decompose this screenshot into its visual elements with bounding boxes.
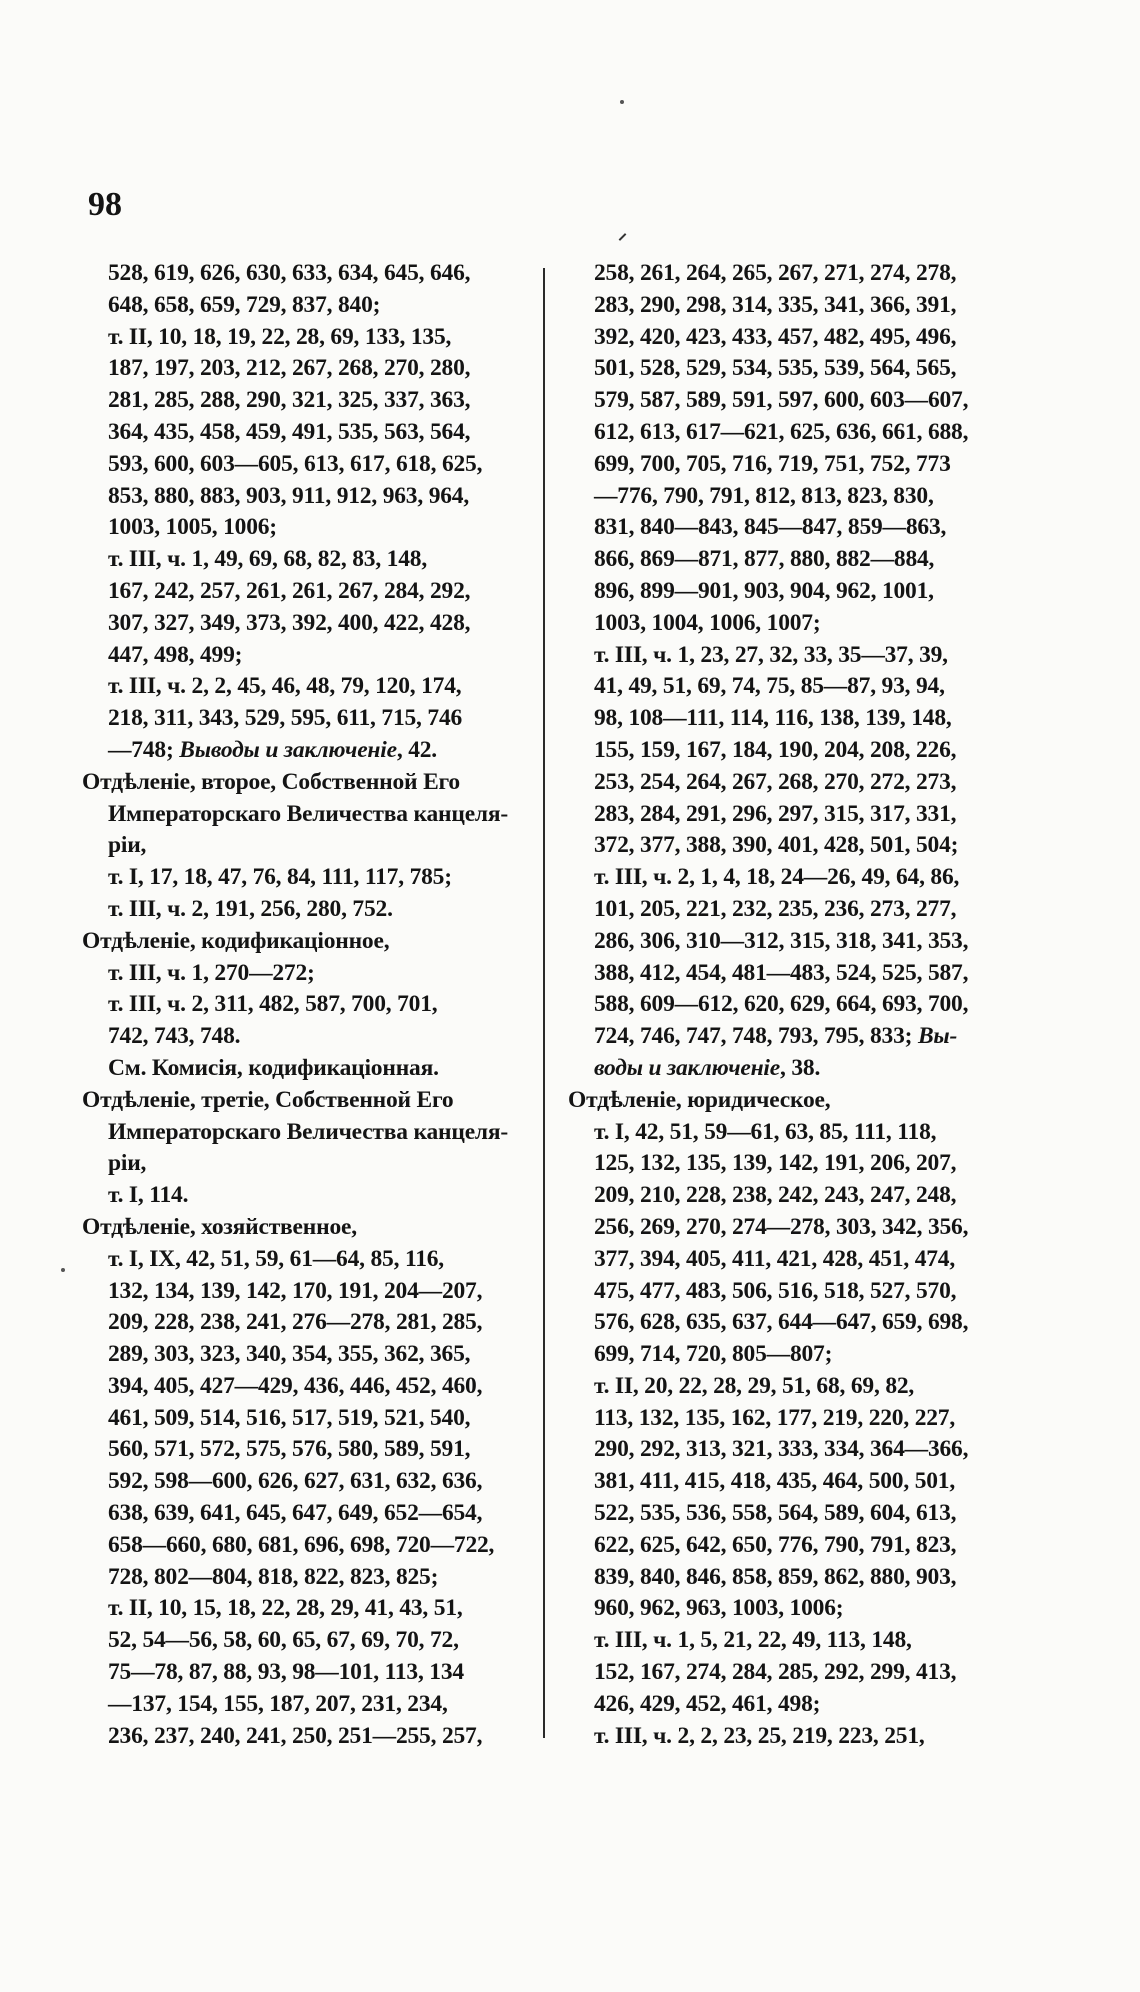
index-line (568, 989, 1013, 1021)
index-line (82, 1307, 527, 1339)
index-line-text: 283, 290, 298, 314, 335, 341, 366, 391, (594, 291, 957, 318)
index-line (82, 544, 527, 576)
index-line-text: 113, 132, 135, 162, 177, 219, 220, 227, (594, 1404, 956, 1431)
index-line (82, 703, 527, 735)
index-line (82, 894, 527, 926)
index-line-text: т. I, 42, 51, 59—61, 63, 85, 111, 118, (594, 1118, 937, 1145)
index-line-text: 1003, 1005, 1006; (108, 514, 277, 541)
index-line-text: 253, 254, 264, 267, 268, 270, 272, 273, (594, 768, 957, 795)
index-line (568, 1276, 1013, 1308)
index-line (568, 958, 1013, 990)
index-line (82, 1276, 527, 1308)
index-line (568, 1530, 1013, 1562)
index-line (568, 449, 1013, 481)
index-line (568, 608, 1013, 640)
index-line (568, 481, 1013, 513)
index-line-text: 728, 802—804, 818, 822, 823, 825; (108, 1563, 439, 1590)
index-line (568, 1593, 1013, 1625)
index-line (568, 1021, 1013, 1053)
index-line-text: 593, 600, 603—605, 613, 617, 618, 625, (108, 450, 483, 477)
index-line-text: т. I, 17, 18, 47, 76, 84, 111, 117, 785; (108, 864, 452, 891)
index-entry-heading (82, 926, 527, 958)
index-line-text: 588, 609—612, 620, 629, 664, 693, 700, (594, 991, 969, 1018)
index-line-text: 724, 746, 747, 748, 793, 795, 833; (594, 1023, 918, 1050)
index-line (82, 1021, 527, 1053)
index-line (82, 958, 527, 990)
index-line-text: Отдѣленiе, третiе, Собственной Его (82, 1086, 454, 1113)
index-line (82, 1117, 527, 1149)
index-line-italic: Выводы и заключенiе (179, 736, 397, 763)
index-line (568, 671, 1013, 703)
index-line-text: т. III, ч. 2, 2, 45, 46, 48, 79, 120, 174, (108, 673, 462, 700)
index-line (82, 1562, 527, 1594)
index-line (82, 1689, 527, 1721)
index-line-text: 1003, 1004, 1006, 1007; (594, 609, 821, 636)
index-line (82, 1371, 527, 1403)
index-line (82, 449, 527, 481)
index-line-text: 41, 49, 51, 69, 74, 75, 85—87, 93, 94, (594, 673, 945, 700)
index-line-text: 209, 210, 228, 238, 242, 243, 247, 248, (594, 1182, 957, 1209)
index-line (82, 1434, 527, 1466)
index-line-text: т. III, ч. 2, 1, 4, 18, 24—26, 49, 64, 86, (594, 864, 960, 891)
index-line-text: 218, 311, 343, 529, 595, 611, 715, 746 (108, 705, 463, 732)
index-line (82, 385, 527, 417)
index-line-text: т. III, ч. 2, 191, 256, 280, 752. (108, 895, 393, 922)
index-line-text: 648, 658, 659, 729, 837, 840; (108, 291, 381, 318)
index-line-text: 592, 598—600, 626, 627, 631, 632, 636, (108, 1468, 483, 1495)
index-line (568, 417, 1013, 449)
index-line-text: т. III, ч. 2, 2, 23, 25, 219, 223, 251, (594, 1722, 925, 1749)
index-line-text: —137, 154, 155, 187, 207, 231, 234, (108, 1690, 448, 1717)
index-line-text: 528, 619, 626, 630, 633, 634, 645, 646, (108, 260, 471, 286)
index-line-text: 289, 303, 323, 340, 354, 355, 362, 365, (108, 1341, 471, 1368)
index-line-text: 699, 700, 705, 716, 719, 751, 752, 773 (594, 450, 951, 477)
index-line (568, 1466, 1013, 1498)
index-line (82, 290, 527, 322)
index-line-text: т. III, ч. 1, 5, 21, 22, 49, 113, 148, (594, 1627, 912, 1654)
index-line-text: 896, 899—901, 903, 904, 962, 1001, (594, 577, 934, 604)
index-line-text: рiи, (108, 832, 147, 859)
index-line (82, 1593, 527, 1625)
index-line (82, 1530, 527, 1562)
index-line (82, 1053, 527, 1085)
index-line-text: 209, 228, 238, 241, 276—278, 281, 285, (108, 1309, 483, 1336)
index-line-text: —776, 790, 791, 812, 813, 823, 830, (594, 482, 934, 509)
index-line (82, 322, 527, 354)
index-line-text: т. III, ч. 2, 311, 482, 587, 700, 701, (108, 991, 438, 1018)
index-line-text: 132, 134, 139, 142, 170, 191, 204—207, (108, 1277, 483, 1304)
index-line (568, 926, 1013, 958)
index-line-text: Императорскаго Величества канцеля- (108, 800, 509, 827)
index-line (82, 1498, 527, 1530)
index-line-text: 960, 962, 963, 1003, 1006; (594, 1595, 844, 1622)
index-line-italic: воды и заключенiе (594, 1054, 780, 1081)
index-line (568, 576, 1013, 608)
index-line (568, 1212, 1013, 1244)
index-line-text: Императорскаго Величества канцеля- (108, 1118, 509, 1145)
index-line-text: т. III, ч. 1, 270—272; (108, 959, 315, 986)
print-speck (61, 1268, 65, 1272)
index-line (568, 862, 1013, 894)
index-line-text: Отдѣленiе, юридическое, (568, 1086, 831, 1113)
index-line-text: —748; (108, 736, 180, 763)
print-mark (619, 233, 627, 241)
index-line-text: 101, 205, 221, 232, 235, 236, 273, 277, (594, 895, 957, 922)
index-line-text: 283, 284, 291, 296, 297, 315, 317, 331, (594, 800, 957, 827)
index-line (82, 512, 527, 544)
index-line (568, 1403, 1013, 1435)
index-line-text: См. Комисiя, кодификацiонная. (108, 1054, 439, 1081)
index-line-text: 187, 197, 203, 212, 267, 268, 270, 280, (108, 355, 471, 382)
index-line (82, 1466, 527, 1498)
index-line-text: 560, 571, 572, 575, 576, 580, 589, 591, (108, 1436, 471, 1463)
index-line-text: 258, 261, 264, 265, 267, 271, 274, 278, (594, 260, 957, 286)
index-line-text: т. II, 10, 18, 19, 22, 28, 69, 133, 135, (108, 323, 452, 350)
index-line (568, 767, 1013, 799)
index-line-text: 98, 108—111, 114, 116, 138, 139, 148, (594, 705, 952, 732)
index-line-text: Отдѣленiе, хозяйственное, (82, 1213, 357, 1240)
index-line-text: 576, 628, 635, 637, 644—647, 659, 698, (594, 1309, 969, 1336)
index-line-text: т. II, 20, 22, 28, 29, 51, 68, 69, 82, (594, 1372, 915, 1399)
index-column-left (82, 258, 527, 1752)
index-line (82, 576, 527, 608)
index-line-text: 152, 167, 274, 284, 285, 292, 299, 413, (594, 1659, 957, 1686)
index-line-text: 579, 587, 589, 591, 597, 600, 603—607, (594, 387, 969, 414)
index-line (82, 862, 527, 894)
index-line-text: 392, 420, 423, 433, 457, 482, 495, 496, (594, 323, 957, 350)
index-line-text: 256, 269, 270, 274—278, 303, 342, 356, (594, 1213, 969, 1240)
index-line-text: 658—660, 680, 681, 696, 698, 720—722, (108, 1531, 495, 1558)
index-line-text: 853, 880, 883, 903, 911, 912, 963, 964, (108, 482, 470, 509)
index-line (568, 512, 1013, 544)
index-line-text: 699, 714, 720, 805—807; (594, 1341, 833, 1368)
index-line-text: т. III, ч. 1, 23, 27, 32, 33, 35—37, 39, (594, 641, 948, 668)
index-entry-heading (82, 767, 527, 799)
index-column-right (568, 258, 1013, 1752)
index-line-text: 831, 840—843, 845—847, 859—863, (594, 514, 947, 541)
index-line-text: 377, 394, 405, 411, 421, 428, 451, 474, (594, 1245, 956, 1272)
index-line-text: 364, 435, 458, 459, 491, 535, 563, 564, (108, 418, 471, 445)
index-line-tail: , 38. (780, 1054, 821, 1081)
index-line-text: Отдѣленiе, кодификацiонное, (82, 927, 390, 954)
index-line (568, 1434, 1013, 1466)
index-line (568, 258, 1013, 290)
index-line (82, 417, 527, 449)
index-line-text: рiи, (108, 1150, 147, 1177)
index-line (568, 1625, 1013, 1657)
index-line (568, 1689, 1013, 1721)
index-line (82, 1148, 527, 1180)
index-line (82, 353, 527, 385)
index-line (568, 735, 1013, 767)
index-line-text: 839, 840, 846, 858, 859, 862, 880, 903, (594, 1563, 957, 1590)
index-line (568, 1180, 1013, 1212)
index-line-text: 52, 54—56, 58, 60, 65, 67, 69, 70, 72, (108, 1627, 459, 1654)
index-line-text: 426, 429, 452, 461, 498; (594, 1690, 821, 1717)
index-line-text: 612, 613, 617—621, 625, 636, 661, 688, (594, 418, 969, 445)
index-line (82, 989, 527, 1021)
index-line-italic: Вы- (917, 1023, 958, 1050)
index-line-text: 638, 639, 641, 645, 647, 649, 652—654, (108, 1500, 483, 1527)
index-line-text: 307, 327, 349, 373, 392, 400, 422, 428, (108, 609, 471, 636)
index-line (82, 481, 527, 513)
index-line (568, 1339, 1013, 1371)
index-line (568, 894, 1013, 926)
page-number: 98 (88, 186, 122, 223)
index-line (568, 322, 1013, 354)
index-line-text: 125, 132, 135, 139, 142, 191, 206, 207, (594, 1150, 957, 1177)
index-line (82, 608, 527, 640)
index-line (82, 1244, 527, 1276)
index-line-text: т. I, 114. (108, 1182, 189, 1209)
index-line (82, 735, 527, 767)
index-line (568, 1657, 1013, 1689)
index-line (568, 703, 1013, 735)
index-line (568, 1117, 1013, 1149)
index-line-text: 742, 743, 748. (108, 1023, 241, 1050)
index-line-text: т. I, IX, 42, 51, 59, 61—64, 85, 116, (108, 1245, 444, 1272)
index-line (568, 1148, 1013, 1180)
index-line-text: 290, 292, 313, 321, 333, 334, 364—366, (594, 1436, 969, 1463)
index-line-text: 475, 477, 483, 506, 516, 518, 527, 570, (594, 1277, 957, 1304)
index-line (82, 1403, 527, 1435)
index-line (568, 544, 1013, 576)
index-line-text: 447, 498, 499; (108, 641, 243, 668)
index-line-text: 522, 535, 536, 558, 564, 589, 604, 613, (594, 1500, 957, 1527)
index-line-text: 286, 306, 310—312, 315, 318, 341, 353, (594, 927, 969, 954)
index-line-text: 281, 285, 288, 290, 321, 325, 337, 363, (108, 387, 471, 414)
index-line-text: 866, 869—871, 877, 880, 882—884, (594, 546, 935, 573)
index-line-text: 236, 237, 240, 241, 250, 251—255, 257, (108, 1722, 483, 1749)
index-line-text: 381, 411, 415, 418, 435, 464, 500, 501, (594, 1468, 956, 1495)
index-line (568, 640, 1013, 672)
column-divider (543, 268, 545, 1738)
index-line (82, 1339, 527, 1371)
index-line (82, 830, 527, 862)
index-line-text: 388, 412, 454, 481—483, 524, 525, 587, (594, 959, 969, 986)
index-line-tail: , 42. (396, 736, 437, 763)
index-entry-heading (82, 1212, 527, 1244)
index-line (568, 1244, 1013, 1276)
index-line-text: 622, 625, 642, 650, 776, 790, 791, 823, (594, 1531, 957, 1558)
index-line (568, 1498, 1013, 1530)
index-line (568, 1371, 1013, 1403)
index-line-text: т. II, 10, 15, 18, 22, 28, 29, 41, 43, 51, (108, 1595, 463, 1622)
index-line (82, 799, 527, 831)
index-line (568, 830, 1013, 862)
index-line-text: 75—78, 87, 88, 93, 98—101, 113, 134 (108, 1659, 464, 1686)
index-line (568, 1053, 1013, 1085)
index-line (82, 1721, 527, 1753)
index-entry-heading (82, 1085, 527, 1117)
index-line (568, 1562, 1013, 1594)
index-entry-heading (568, 1085, 1013, 1117)
index-line-text: 167, 242, 257, 261, 261, 267, 284, 292, (108, 577, 471, 604)
index-line-text: 155, 159, 167, 184, 190, 204, 208, 226, (594, 736, 957, 763)
index-line-text: 501, 528, 529, 534, 535, 539, 564, 565, (594, 355, 957, 382)
index-line (568, 1307, 1013, 1339)
index-line-text: т. III, ч. 1, 49, 69, 68, 82, 83, 148, (108, 546, 427, 573)
index-line (82, 1180, 527, 1212)
index-line-text: Отдѣленiе, второе, Собственной Его (82, 768, 460, 795)
index-line (82, 258, 527, 290)
index-line (568, 290, 1013, 322)
index-line-text: 394, 405, 427—429, 436, 446, 452, 460, (108, 1372, 483, 1399)
index-line-text: 372, 377, 388, 390, 401, 428, 501, 504; (594, 832, 959, 859)
index-line (568, 385, 1013, 417)
index-line (82, 1657, 527, 1689)
index-line (568, 353, 1013, 385)
index-line-text: 461, 509, 514, 516, 517, 519, 521, 540, (108, 1404, 471, 1431)
index-line (82, 1625, 527, 1657)
index-line (568, 1721, 1013, 1753)
print-speck (620, 100, 624, 104)
index-line (82, 640, 527, 672)
index-line (568, 799, 1013, 831)
index-line (82, 671, 527, 703)
